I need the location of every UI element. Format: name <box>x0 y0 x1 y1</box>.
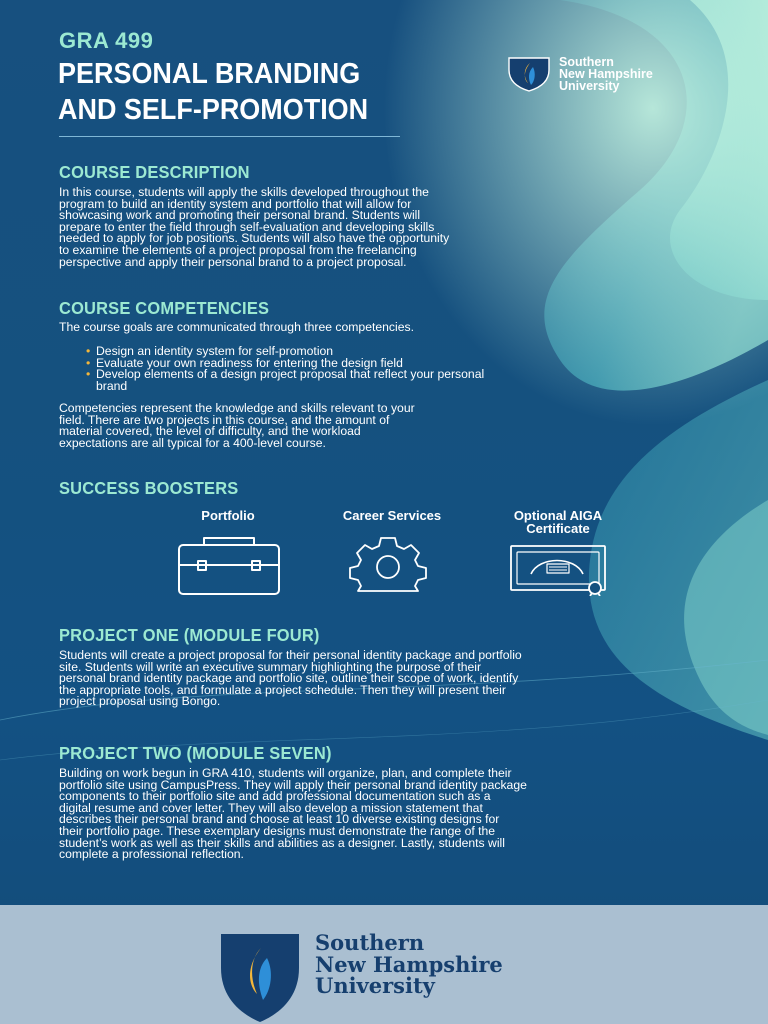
text-line: expectations are all typical for a 400-level course. <box>59 435 326 450</box>
text-line: Students will create a project proposal for their personal identity package and portfolio <box>59 648 522 662</box>
text-line: complete a professional reflection. <box>59 847 244 862</box>
label-line: Optional AIGA <box>513 508 603 523</box>
text-line: personal brand identity package and portfolio site, outline their scope of work, identify <box>59 671 519 686</box>
project-two-heading: PROJECT TWO (MODULE SEVEN) <box>59 743 332 763</box>
project-one-heading: PROJECT ONE (MODULE FOUR) <box>59 625 320 645</box>
competencies-intro: The course goals are communicated through three competencies. <box>59 320 414 334</box>
text-line: site. Students will write an executive summary highlighting the purpose of their <box>59 659 482 674</box>
course-description-text <box>59 187 449 268</box>
text-line: digital resume and cover letter. They will also develop a mission statement that <box>59 800 483 815</box>
course-competencies-heading: COURSE COMPETENCIES <box>59 298 270 318</box>
gear-icon <box>348 535 428 593</box>
competencies-outro <box>59 403 415 449</box>
text-line: perspective and apply their personal brand to a project proposal. <box>59 254 407 269</box>
header-logo <box>507 56 717 96</box>
text-line: components to their portfolio site and add professional documentation such as a <box>59 789 491 804</box>
logo-line-2: New Hampshire <box>315 951 503 977</box>
title-line-1: PERSONAL BRANDING <box>58 58 361 90</box>
text-line: Competencies represent the knowledge and skills relevant to your <box>59 401 415 415</box>
booster-career-services-label: Career Services <box>342 508 442 523</box>
list-item: • Evaluate your own readiness for entering the design field <box>86 358 516 370</box>
text-line: needed to apply for job positions. Students will also have the opportunity <box>59 231 450 246</box>
footer <box>0 905 768 1024</box>
competencies-list <box>86 346 516 392</box>
text-line: describes their personal brand and choose at least 10 diverse existing designs for <box>59 812 500 827</box>
text-line: program to build an identity system and portfolio that will allow for <box>59 196 412 211</box>
course-code: GRA 499 <box>59 28 154 53</box>
text-line: material covered, the level of difficulty, and the workload <box>59 424 361 439</box>
text-line: showcasing work and promoting their personal brand. Students will <box>59 208 421 223</box>
text-line: field. There are two projects in this course, and the amount of <box>59 412 390 427</box>
title-divider <box>59 136 400 137</box>
list-item: • Develop elements of a design project proposal that reflect your personal brand <box>86 369 516 392</box>
logo-line-1: Southern <box>559 55 614 69</box>
logo-wordmark <box>559 56 653 92</box>
text-line: portfolio site using CampusPress. They will apply their personal brand identity package <box>59 777 527 792</box>
logo-line-1: Southern <box>315 930 425 955</box>
page-title <box>58 56 368 128</box>
footer-logo-wordmark <box>315 932 503 997</box>
briefcase-icon <box>176 535 282 597</box>
logo-line-3: University <box>315 973 435 998</box>
project-two-text <box>59 768 527 861</box>
text-line: project proposal using Bongo. <box>59 694 221 709</box>
text-line: Building on work begun in GRA 410, students will organize, plan, and complete their <box>59 766 512 780</box>
text-line: to examine the elements of a project proposal from the freelancing <box>59 242 417 257</box>
text-line: prepare to enter the field through self-evaluation and developing skills <box>59 219 435 234</box>
booster-portfolio-label: Portfolio <box>201 508 255 523</box>
list-item: • Design an identity system for self-promotion <box>86 346 516 358</box>
logo-line-3: University <box>559 79 620 93</box>
project-one-text <box>59 650 522 708</box>
label-line: Certificate <box>526 521 590 536</box>
snhu-shield-icon <box>507 56 551 92</box>
certificate-icon <box>509 544 607 596</box>
booster-aiga-label <box>490 509 626 535</box>
title-line-2: AND SELF-PROMOTION <box>58 94 369 126</box>
course-description-heading: COURSE DESCRIPTION <box>59 162 250 182</box>
text-line: In this course, students will apply the skills developed throughout the <box>59 185 429 199</box>
text-line: the appropriate tools, and formulate a project schedule. Then they will present their <box>59 682 506 697</box>
success-boosters-heading: SUCCESS BOOSTERS <box>59 478 239 498</box>
text-line: student’s work as well as their skills and abilities as a designer. Lastly, students will <box>59 835 505 850</box>
logo-line-2: New Hampshire <box>559 67 653 81</box>
text-line: their portfolio page. These exemplary designs must demonstrate the range of the <box>59 823 496 838</box>
snhu-shield-icon <box>219 932 301 1024</box>
